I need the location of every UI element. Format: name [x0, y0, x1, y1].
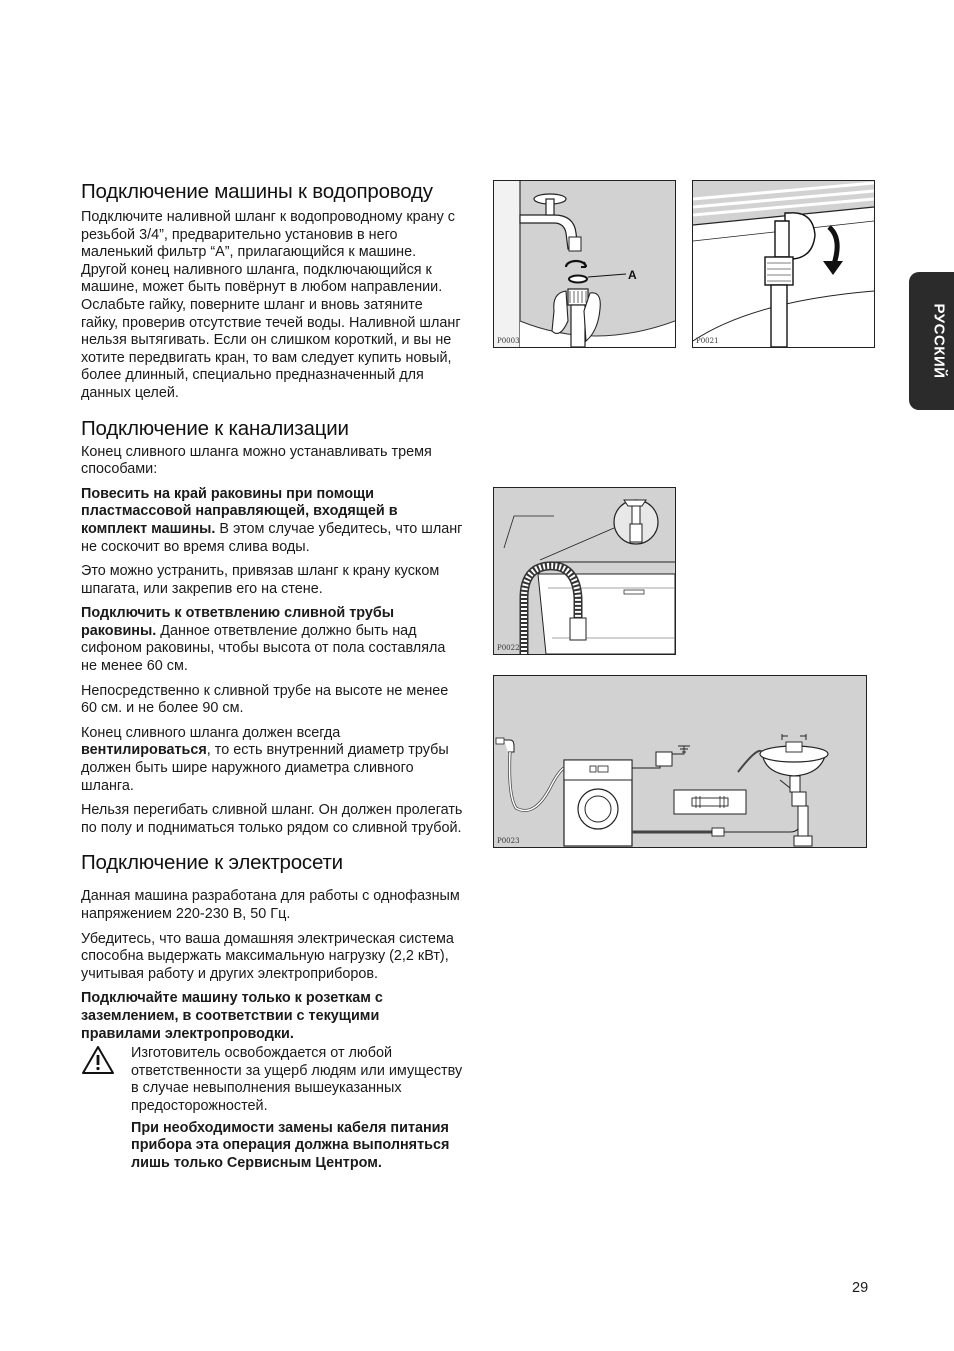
warning-bold-text [131, 1120, 463, 1173]
drain-paragraph-6-a: Конец сливного шланга должен всегда [81, 724, 341, 741]
installation-overview-illustration [494, 676, 866, 847]
electric-paragraph-2: Убедитесь, что ваша домашняя электрическая система способна выдержать максимальную нагрузку (2,2 кВт), учитывая работу и других электроприборов. [81, 930, 454, 982]
electric-paragraph-3 [81, 990, 463, 1043]
figure-code-p0021: P0021 [696, 337, 719, 345]
drain-paragraph-7: Нельзя перегибать сливной шланг. Он должен пролегать по полу и подниматься только рядом со сливной трубой. [81, 802, 463, 836]
warning-triangle-icon [81, 1045, 115, 1075]
figure-code-p0003: P0003 [497, 337, 520, 345]
warning-block [81, 1045, 463, 1172]
drain-paragraph-2-bold: Повесить на край раковины при помощи пластмассовой направляющей, входящей в комплект машины. [81, 485, 398, 537]
filter-label-a: A [628, 268, 637, 282]
drain-paragraph-4-bold: Подключить к ответвлению сливной трубы раковины. [81, 605, 395, 639]
figure-faucet-filter [493, 180, 676, 348]
figure-drain-sink [493, 487, 676, 655]
drain-sink-illustration [494, 488, 675, 654]
drain-paragraph-1: Конец сливного шланга можно устанавливать тремя способами: [81, 443, 432, 478]
water-paragraph-2: Другой конец наливного шланга, подключающийся к машине, может быть повёрнут в любом направлении. Ослабьте гайку, поверните шланг и вновь затяните гайку, проверив отсутствие течей воды. Наливной шланг нельзя вытягивать. Если он слишком короткий, и вы не хотите передвигать кран, то вам следует купить новый, более длинный, специально предназначенный для данных целей. [81, 261, 461, 401]
text-column [81, 180, 463, 1172]
section-title-electric: Подключение к электросети [81, 851, 343, 875]
warning-bold: При необходимости замены кабеля питания прибора эта операция должна выполняться лишь только Сервисным Центром. [131, 1119, 450, 1171]
figure-code-p0023: P0023 [497, 837, 520, 845]
electric-paragraph-3-bold: Подключайте машину только к розеткам с заземлением, в соответствии с текущими правилами электропроводки. [81, 990, 383, 1042]
water-paragraph-1: Подключите наливной шланг к водопроводному крану с резьбой 3/4”, предварительно установив в него маленький фильтр “А”, прилагающийся к машине. [81, 209, 455, 261]
faucet-filter-illustration [494, 181, 675, 347]
language-tab [909, 272, 954, 410]
drain-paragraph-6 [81, 725, 463, 795]
figure-code-p0022: P0022 [497, 644, 520, 652]
drain-paragraph-2-rest: В этом случае убедитесь, что шланг не соскочит во время слива воды. [81, 520, 463, 555]
figure-hose-connection [692, 180, 875, 348]
drain-paragraph-6-bold: вентилироваться [81, 742, 207, 759]
language-tab-label: РУССКИЙ [930, 303, 948, 379]
section-title-drain: Подключение к канализации [81, 416, 349, 440]
drain-paragraph-6-b: , то есть внутренний диаметр трубы должен быть шире наружного диаметра сливного шланга. [81, 742, 449, 794]
drain-paragraph-3: Это можно устранить, привязав шланг к крану куском шпагата, или закрепив его на стене. [81, 563, 440, 597]
page-number: 29 [852, 1280, 869, 1296]
warning-text: Изготовитель освобождается от любой ответственности за ущерб людям или имуществу в случае невыполнения вышеуказанных предосторожностей. [131, 1045, 463, 1114]
electric-paragraph-1: Данная машина разработана для работы с однофазным напряжением 220-230 В, 50 Гц. [81, 888, 460, 922]
drain-paragraph-4 [81, 605, 463, 675]
hose-connection-illustration [693, 181, 874, 347]
drain-paragraph-2 [81, 486, 463, 556]
drain-paragraph-5: Непосредственно к сливной трубе на высоте не менее 60 см. и не более 90 см. [81, 682, 449, 717]
figure-installation-overview [493, 675, 867, 848]
section-title-water: Подключение машины к водопроводу [81, 180, 433, 203]
drain-paragraph-4-rest: Данное ответвление должно быть над сифоном раковины, чтобы высота от пола составляла не менее 60 см. [81, 622, 446, 675]
